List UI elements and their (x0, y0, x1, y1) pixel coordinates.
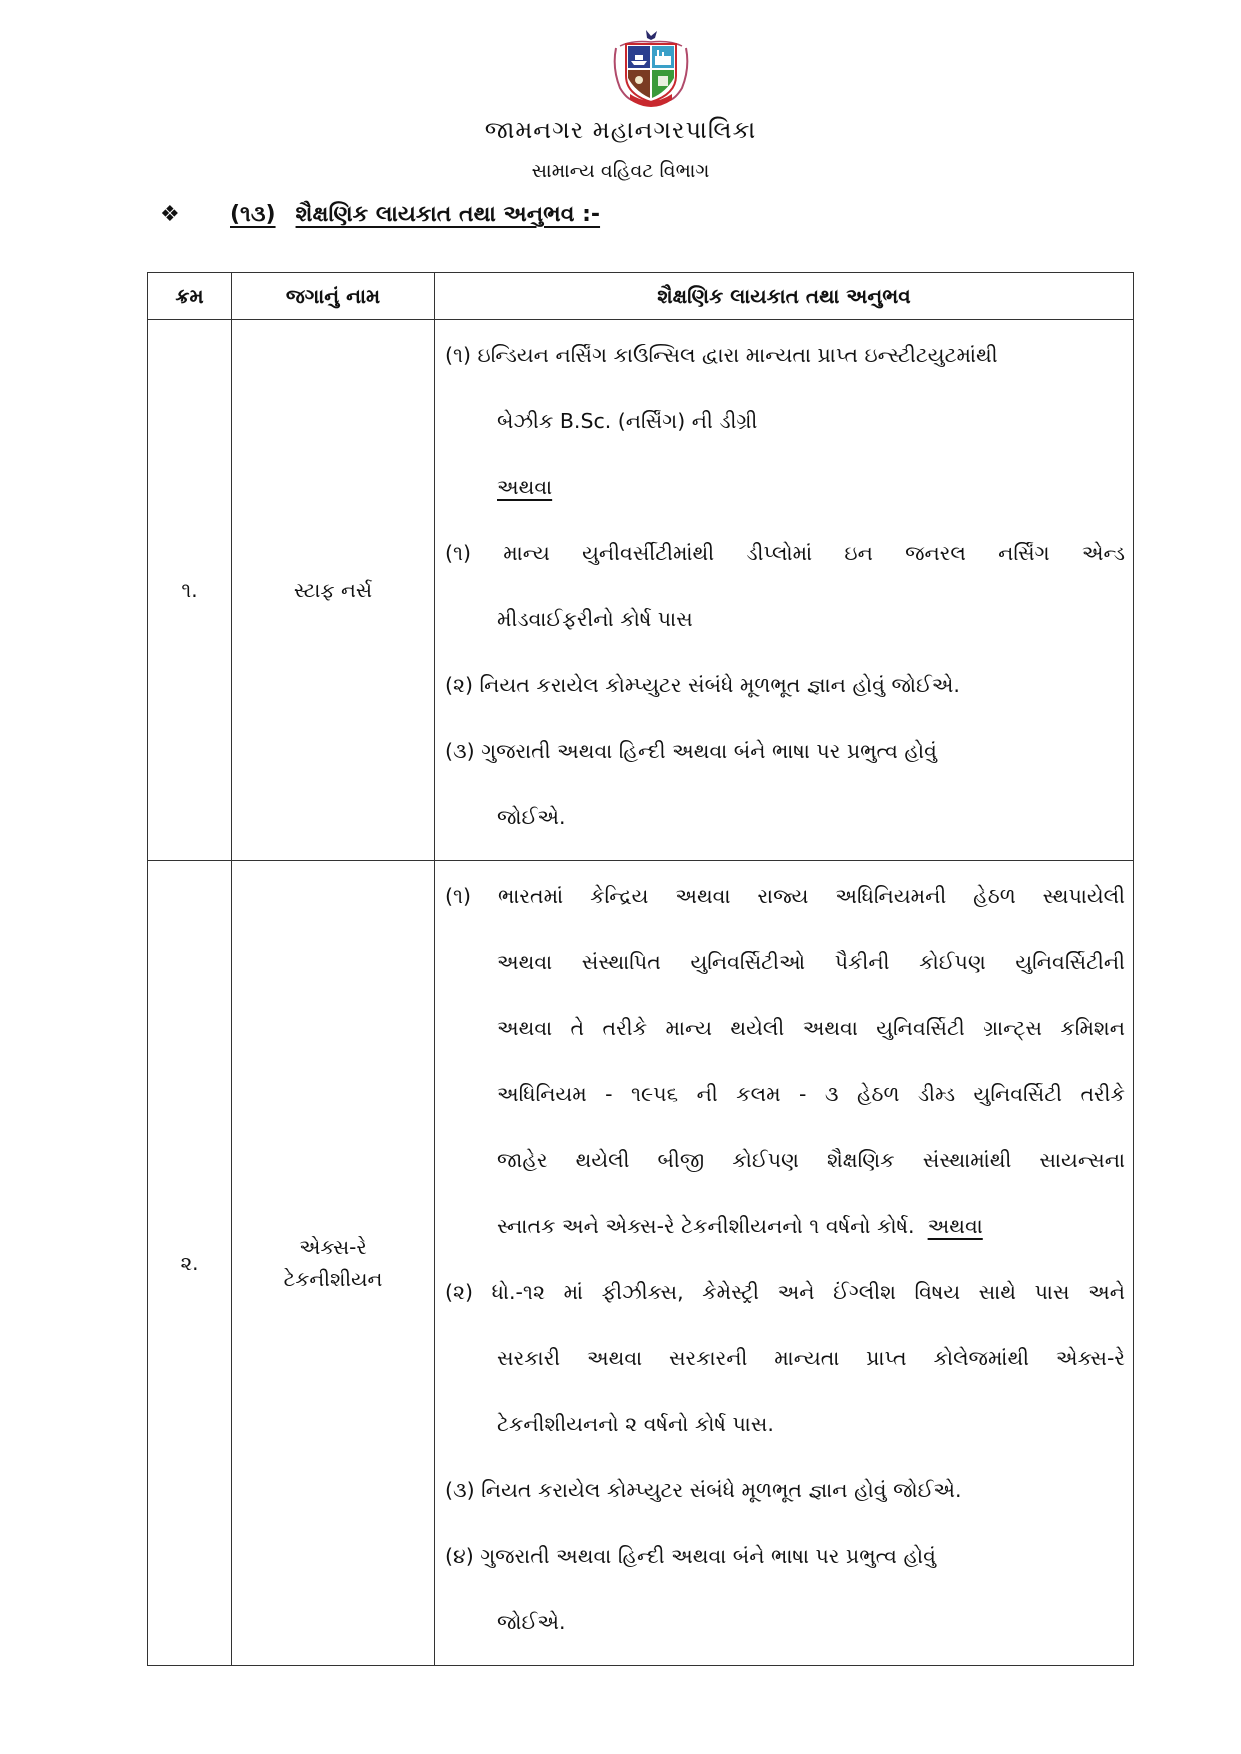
post-name-line: સ્ટાફ નર્સ (293, 578, 373, 602)
qualification-line: જોઈએ. (497, 1610, 566, 1634)
header-post-name: જગાનું નામ (232, 273, 435, 320)
table-row (148, 861, 1134, 1666)
diamond-bullet-icon: ❖ (160, 202, 180, 227)
qualification-line: (૧) ઇન્ડિયન નર્સિંગ કાઉન્સિલ દ્વારા માન્યતા પ્રાપ્ત ઇન્સ્ટીટયુટમાંથી (445, 343, 998, 367)
qualification-line: (૩) નિયત કરાયેલ કોમ્પ્યુટર સંબંધે મૂળભૂત જ્ઞાન હોવું જોઈએ. (445, 1478, 962, 1502)
department-name: સામાન્ય વહિવટ વિભાગ (531, 160, 710, 182)
emblem-logo (612, 28, 690, 114)
post-name (232, 861, 435, 1666)
qualification-line: ટેકનીશીયનનો ૨ વર્ષનો કોર્ષ પાસ. (497, 1412, 774, 1436)
emblem-icon (612, 28, 690, 114)
qualification-line: જોઈએ. (497, 805, 566, 829)
qualification-line: (૪) ગુજરાતી અથવા હિન્દી અથવા બંને ભાષા પર પ્રભુત્વ હોવું (445, 1544, 936, 1568)
organization-name: જામનગર મહાનગરપાલિકા (484, 116, 757, 144)
qualification-line: બેઝીક B.Sc. (નર્સિંગ) ની ડીગ્રી (497, 409, 758, 433)
post-name-line: એક્સ-રે (299, 1235, 367, 1259)
qualification-line: (૨) નિયત કરાયેલ કોમ્પ્યુટર સંબંધે મૂળભૂત જ્ઞાન હોવું જોઈએ. (445, 673, 960, 697)
qualification-line: અથવા સંસ્થાપિત યુનિવર્સિટીઓ પૈકીની કોઈપણ યુનિવર્સિટીની (497, 950, 1125, 974)
qualification-line: અથવા તે તરીકે માન્ય થયેલી અથવા યુનિવર્સિટી ગ્રાન્ટ્સ કમિશન (497, 1016, 1125, 1040)
qualification-line: સરકારી અથવા સરકારની માન્યતા પ્રાપ્ત કોલેજમાંથી એક્સ-રે (497, 1346, 1125, 1370)
qualification-cell (435, 320, 1134, 861)
section-number: (૧૩) (230, 202, 276, 227)
post-name-line: ટેકનીશીયન (283, 1267, 383, 1291)
qualification-cell (435, 861, 1134, 1666)
qualification-line: (૧) માન્ય યુનીવર્સીટીમાંથી ડીપ્લોમાં ઇન જનરલ નર્સિંગ એન્ડ (445, 541, 1125, 565)
table-header-row (148, 273, 1134, 320)
post-name (232, 320, 435, 861)
qualification-table (147, 272, 1134, 1666)
serial-number: ૨. (148, 861, 232, 1666)
qualification-line: સ્નાતક અને એક્સ-રે ટેકનીશીયનનો ૧ વર્ષનો કોર્ષ. અથવા (497, 1214, 983, 1238)
section-heading (160, 202, 600, 227)
or-separator: અથવા (497, 475, 553, 499)
qualification-line: અધિનિયમ - ૧૯૫૬ ની કલમ - ૩ હેઠળ ડીમ્ડ યુનિવર્સિટી તરીકે (497, 1082, 1125, 1106)
header-qualification: શૈક્ષણિક લાયકાત તથા અનુભવ (435, 273, 1134, 320)
qualification-line: મીડવાઈફરીનો કોર્ષ પાસ (497, 607, 693, 631)
header-serial: ક્રમ (148, 273, 232, 320)
serial-number: ૧. (148, 320, 232, 861)
qualification-line: જાહેર થયેલી બીજી કોઈપણ શૈક્ષણિક સંસ્થામાંથી સાયન્સના (497, 1148, 1125, 1172)
qualification-line: (૩) ગુજરાતી અથવા હિન્દી અથવા બંને ભાષા પર પ્રભુત્વ હોવું (445, 739, 937, 763)
or-separator: અથવા (927, 1214, 983, 1238)
section-title (230, 202, 600, 227)
section-title-text: શૈક્ષણિક લાયકાત તથા અનુભવ :- (295, 202, 601, 227)
table-row (148, 320, 1134, 861)
qualification-line: (૨) ધો.-૧૨ માં ફીઝીક્સ, કેમેસ્ટ્રી અને ઈંગ્લીશ વિષય સાથે પાસ અને (445, 1280, 1125, 1304)
qualification-line: (૧) ભારતમાં કેન્દ્રિય અથવા રાજ્ય અધિનિયમની હેઠળ સ્થપાયેલી (445, 884, 1125, 908)
